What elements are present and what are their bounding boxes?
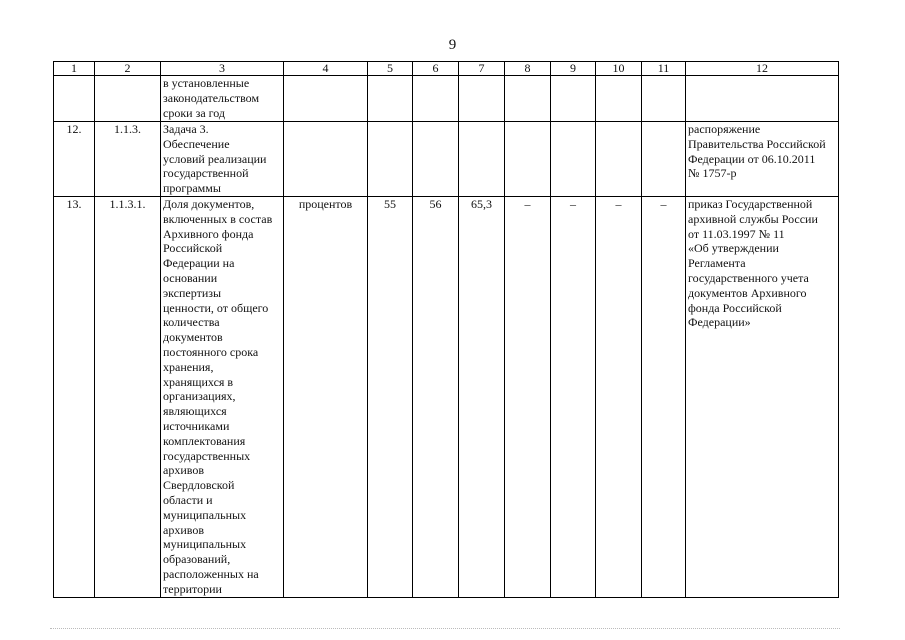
source-cell: приказ Государственной архивной службы России от 11.03.1997 № 11 «Об утверждении Регламента государственного учета документов Архивного фонда Российской Федерации» (686, 197, 839, 598)
value-cell: – (642, 197, 686, 598)
column-number-row (54, 62, 839, 76)
value-cell (642, 76, 686, 122)
row-number-cell: 12. (54, 122, 95, 197)
source-cell (686, 76, 839, 122)
value-cell (459, 76, 505, 122)
value-cell (551, 122, 596, 197)
column-number: 1 (54, 62, 95, 76)
value-cell (413, 76, 459, 122)
table-row (54, 76, 839, 122)
code-cell: 1.1.3. (95, 122, 161, 197)
code-cell (95, 76, 161, 122)
value-cell (459, 122, 505, 197)
column-number: 10 (596, 62, 642, 76)
name-cell: в установленные законодательством сроки за год (161, 76, 284, 122)
indicators-table (53, 61, 839, 598)
column-number: 11 (642, 62, 686, 76)
value-cell: 55 (368, 197, 413, 598)
column-number: 3 (161, 62, 284, 76)
column-number: 5 (368, 62, 413, 76)
name-cell: Задача 3. Обеспечение условий реализации государственной программы (161, 122, 284, 197)
column-number: 2 (95, 62, 161, 76)
value-cell (596, 122, 642, 197)
value-cell: – (596, 197, 642, 598)
source-cell: распоряжение Правительства Российской Федерации от 06.10.2011 № 1757-р (686, 122, 839, 197)
value-cell (596, 76, 642, 122)
table-row (54, 197, 839, 598)
value-cell (505, 122, 551, 197)
value-cell (368, 76, 413, 122)
name-cell: Доля документов, включенных в состав Архивного фонда Российской Федерации на основании экспертизы ценности, от общего количества документов постоянного срока хранения, хранящихся в организациях, являющихся источниками комплектования государственных архивов Свердловской области и муниципальных архивов муниципальных образований, расположенных на территории (161, 197, 284, 598)
scan-edge-rule (50, 628, 840, 629)
column-number: 4 (284, 62, 368, 76)
column-number: 12 (686, 62, 839, 76)
value-cell (642, 122, 686, 197)
column-number: 9 (551, 62, 596, 76)
value-cell (368, 122, 413, 197)
value-cell: – (505, 197, 551, 598)
row-number-cell: 13. (54, 197, 95, 598)
value-cell: 56 (413, 197, 459, 598)
column-number: 7 (459, 62, 505, 76)
code-cell: 1.1.3.1. (95, 197, 161, 598)
value-cell (551, 76, 596, 122)
column-number: 8 (505, 62, 551, 76)
row-number-cell (54, 76, 95, 122)
page-number: 9 (448, 37, 457, 53)
table-row (54, 122, 839, 197)
value-cell: – (551, 197, 596, 598)
value-cell: 65,3 (459, 197, 505, 598)
value-cell (505, 76, 551, 122)
unit-cell: процентов (284, 197, 368, 598)
column-number: 6 (413, 62, 459, 76)
unit-cell (284, 122, 368, 197)
value-cell (413, 122, 459, 197)
unit-cell (284, 76, 368, 122)
